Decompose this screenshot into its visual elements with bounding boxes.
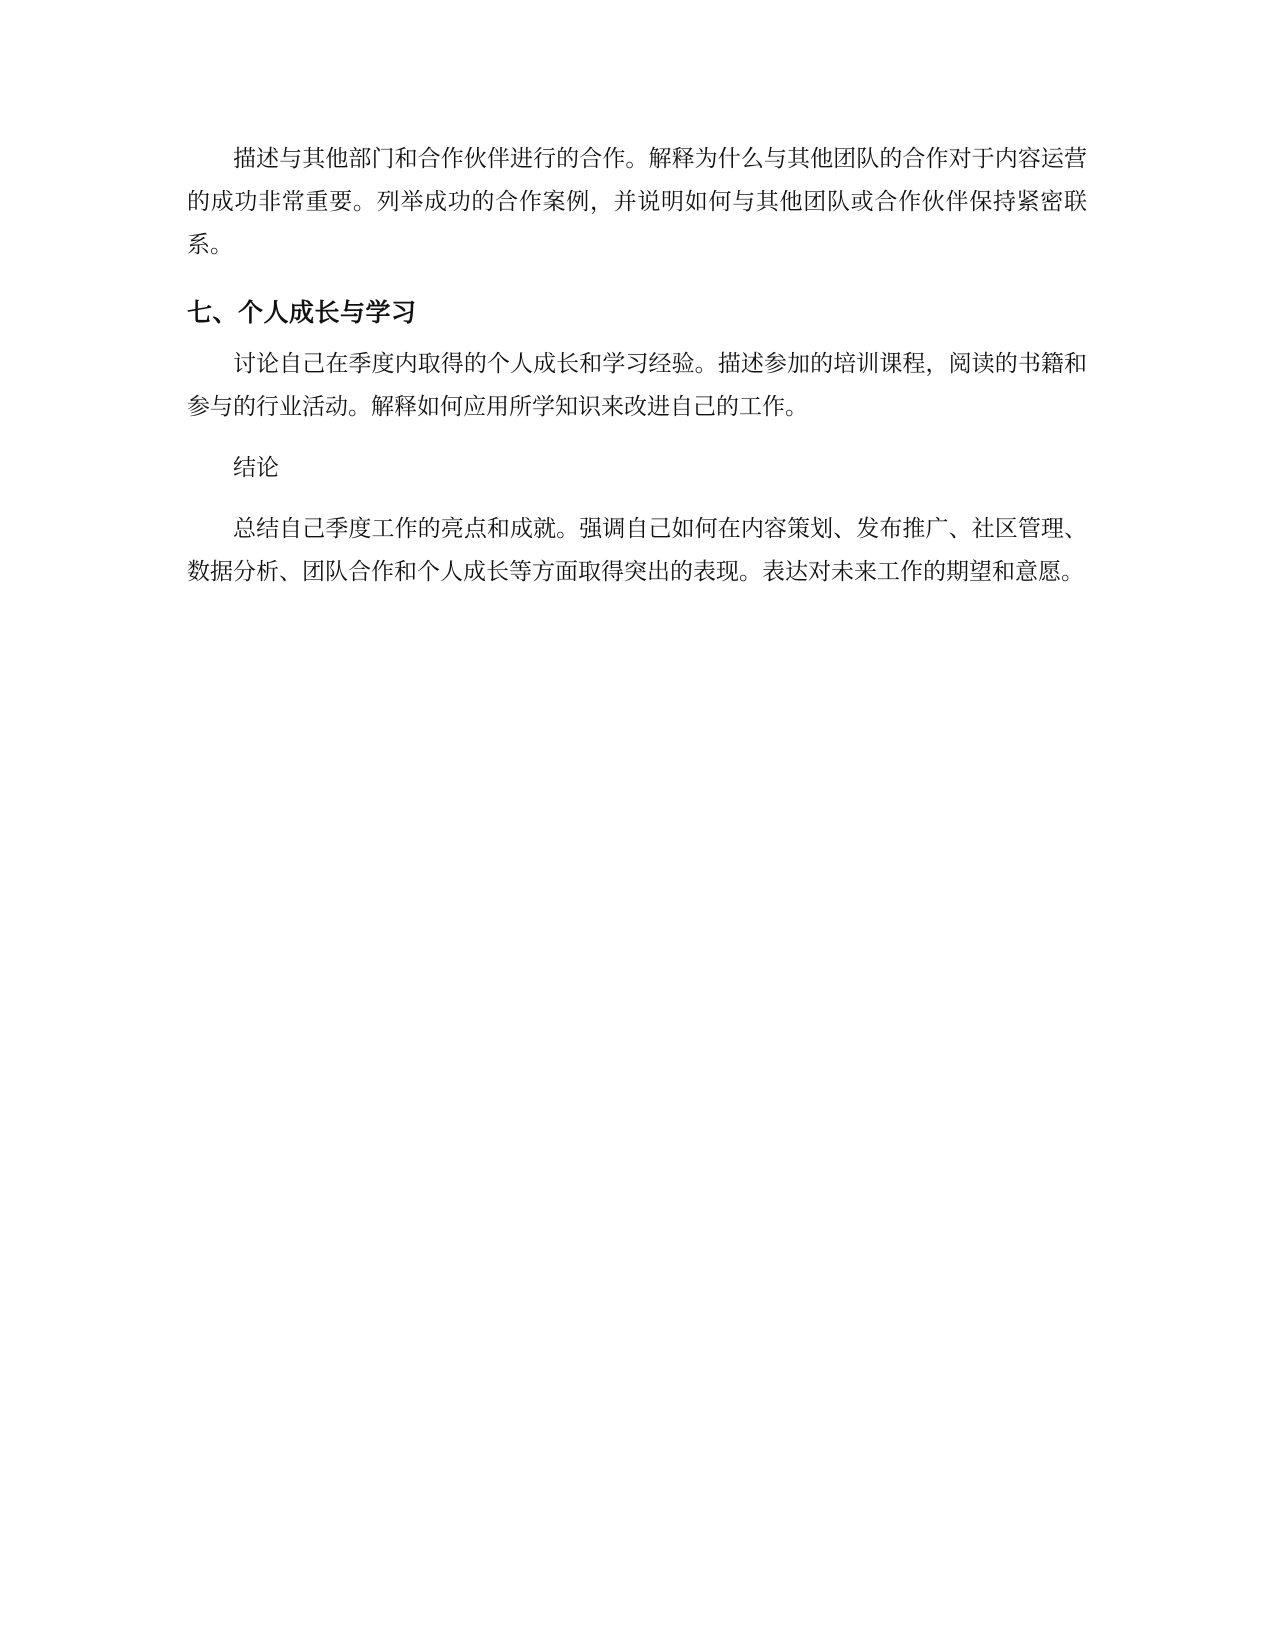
conclusion-paragraph: 总结自己季度工作的亮点和成就。强调自己如何在内容策划、发布推广、社区管理、数据分析、团队合作和个人成长等方面取得突出的表现。表达对未来工作的期望和意愿。	[187, 516, 1087, 585]
personal-growth-paragraph: 讨论自己在季度内取得的个人成长和学习经验。描述参加的培训课程，阅读的书籍和参与的行业活动。解释如何应用所学知识来改进自己的工作。	[187, 351, 1087, 420]
section-heading-personal-growth: 七、个人成长与学习	[187, 298, 417, 327]
conclusion-title: 结论	[233, 455, 279, 481]
collaboration-paragraph: 描述与其他部门和合作伙伴进行的合作。解释为什么与其他团队的合作对于内容运营的成功非常重要。列举成功的合作案例，并说明如何与其他团队或合作伙伴保持紧密联系。	[187, 146, 1087, 258]
document-body	[187, 138, 1087, 612]
